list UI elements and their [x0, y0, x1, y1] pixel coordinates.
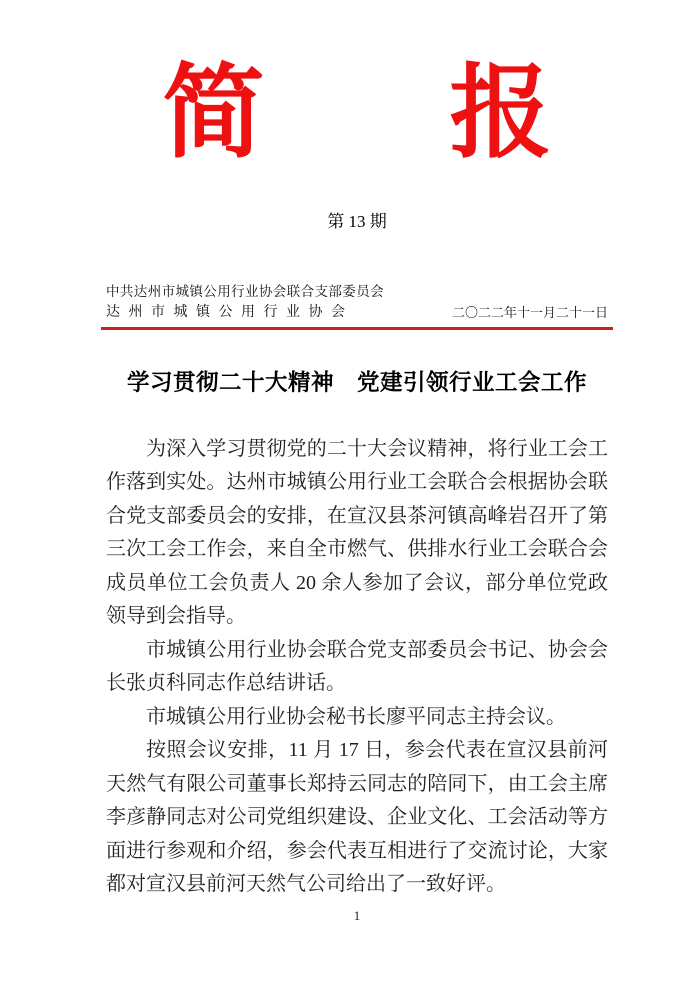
masthead-title [106, 48, 608, 183]
org-line-association: 达州市城镇公用行业协会 [106, 304, 354, 320]
org-lines [106, 282, 384, 323]
page-content [0, 48, 700, 924]
body-paragraph-2: 市城镇公用行业协会联合党支部委员会书记、协会会长张贞科同志作总结讲话。 [106, 638, 608, 695]
issue-date: 二〇二二年十一月二十一日 [451, 304, 608, 320]
issue-number: 第 13 期 [327, 211, 387, 231]
red-divider-rule [101, 327, 613, 330]
body-paragraph-1: 为深入学习贯彻党的二十大会议精神，将行业工会工作落到实处。达州市城镇公用行业工会联合会根据协会联合党支部委员会的安排，在宣汉县茶河镇高峰岩召开了第三次工会工作会，来自全市燃气、供排水行业工会联合会成员单位工会负责人 20 余人参加了会议，部分单位党政领导到会指导。 [106, 437, 608, 628]
page-number: 1 [353, 907, 361, 923]
org-block [106, 282, 608, 323]
article-body [106, 433, 608, 902]
org-line-committee: 中共达州市城镇公用行业协会联合支部委员会 [106, 283, 384, 299]
masthead-char-bao: 报 [449, 58, 552, 171]
body-paragraph-4: 按照会议安排，11 月 17 日，参会代表在宣汉县前河天然气有限公司董事长郑持云同志的陪同下，由工会主席李彦静同志对公司党组织建设、企业文化、工会活动等方面进行参观和介绍，参会代表互相进行了交流讨论，大家都对宣汉县前河天然气公司给出了一致好评。 [106, 739, 608, 896]
body-paragraph-3: 市城镇公用行业协会秘书长廖平同志主持会议。 [146, 705, 566, 728]
masthead-char-jian: 简 [162, 58, 265, 171]
article-headline: 学习贯彻二十大精神 党建引领行业工会工作 [126, 369, 587, 395]
